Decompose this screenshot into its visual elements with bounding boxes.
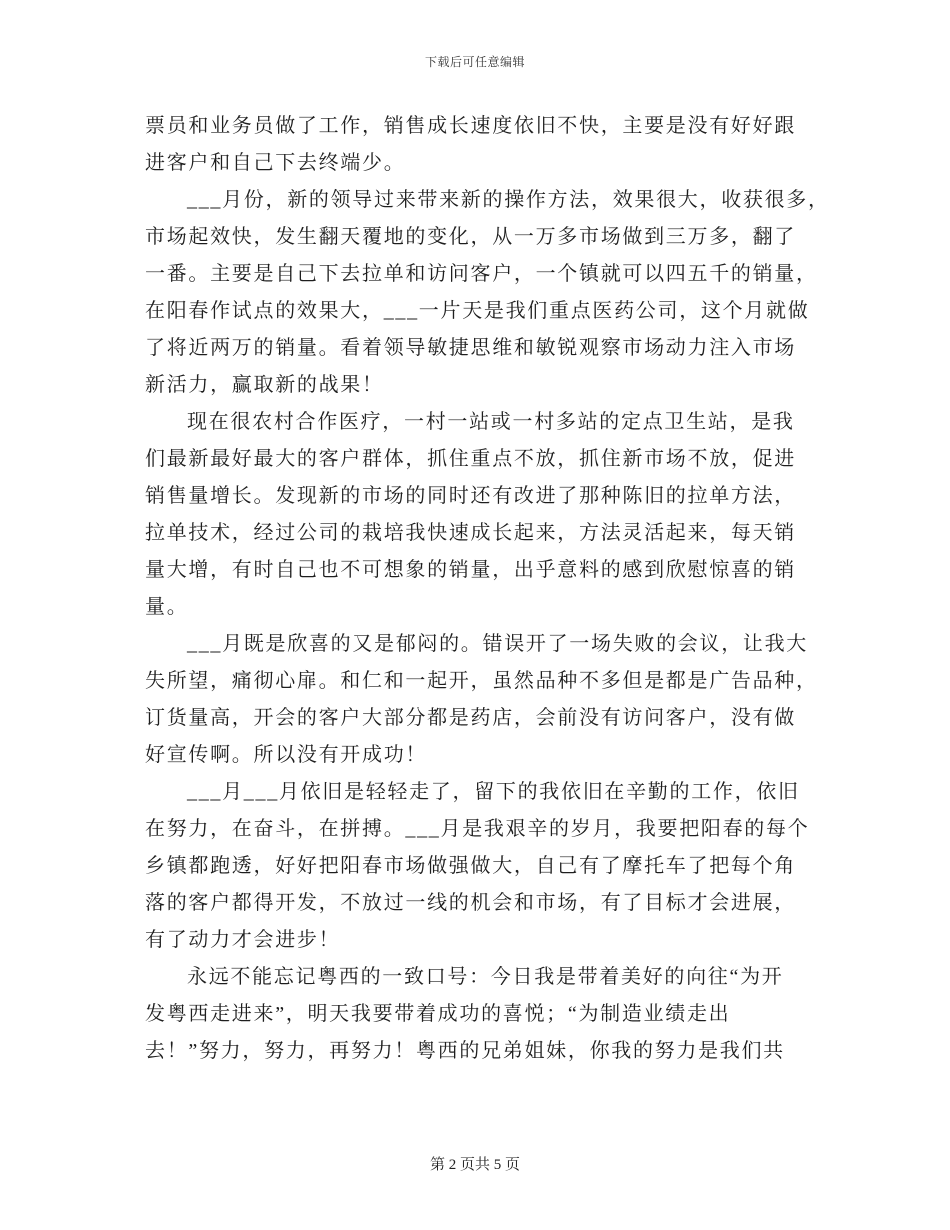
paragraph	[145, 182, 865, 404]
text-line: 永远不能忘记粤西的一致口号：今日我是带着美好的向往“为开	[187, 966, 784, 988]
paragraph	[145, 404, 865, 626]
text-line: 们最新最好最大的客户群体，抓住重点不放，抓住新市场不放，促进	[145, 448, 796, 470]
paragraph	[145, 774, 865, 959]
text-line: 失所望，痛彻心扉。和仁和一起开，虽然品种不多但是都是广告品种，	[145, 670, 818, 692]
text-line: 现在很农村合作医疗，一村一站或一村多站的定点卫生站，是我	[187, 411, 795, 433]
text-line: 有了动力才会进步！	[145, 929, 341, 951]
text-line: 在努力，在奋斗，在拼搏。___月是我艰辛的岁月，我要把阳春的每个	[145, 818, 810, 840]
page-number: 第 2 页共 5 页	[429, 1157, 520, 1173]
paragraph	[145, 108, 865, 182]
paragraph	[145, 959, 865, 1070]
text-line: 发粤西走进来”，明天我要带着成功的喜悦；“为制造业绩走出	[145, 1003, 731, 1025]
text-line: ___月___月依旧是轻轻走了，留下的我依旧在辛勤的工作，依旧	[187, 781, 800, 803]
text-line: 量大增，有时自己也不可想象的销量，出乎意料的感到欣慰惊喜的销	[145, 559, 796, 581]
text-line: 拉单技术，经过公司的栽培我快速成长起来，方法灵活起来，每天销	[145, 522, 796, 544]
text-line: 票员和业务员做了工作，销售成长速度依旧不快，主要是没有好好跟	[145, 115, 796, 137]
text-line: 一番。主要是自己下去拉单和访问客户，一个镇就可以四五千的销量，	[145, 263, 818, 285]
text-line: 落的客户都得开发，不放过一线的机会和市场，有了目标才会进展，	[145, 892, 796, 914]
document-body	[145, 108, 865, 1070]
text-line: 在阳春作试点的效果大，___一片天是我们重点医药公司，这个月就做	[145, 300, 810, 322]
text-line: 订货量高，开会的客户大部分都是药店，会前没有访问客户，没有做	[145, 707, 796, 729]
text-line: 量。	[145, 596, 189, 618]
paragraph	[145, 626, 865, 774]
text-line: 进客户和自己下去终端少。	[145, 152, 406, 174]
text-line: ___月既是欣喜的又是郁闷的。错误开了一场失败的会议，让我大	[187, 633, 808, 655]
text-line: 新活力，赢取新的战果！	[145, 374, 384, 396]
text-line: 乡镇都跑透，好好把阳春市场做强做大，自己有了摩托车了把每个角	[145, 855, 796, 877]
text-line: 了将近两万的销量。看着领导敏捷思维和敏锐观察市场动力注入市场	[145, 337, 796, 359]
page-header-note: 下载后可任意编辑	[424, 55, 525, 69]
text-line: 销售量增长。发现新的市场的同时还有改进了那种陈旧的拉单方法，	[145, 485, 796, 507]
text-line: ___月份，新的领导过来带来新的操作方法，效果很大，收获很多，	[187, 189, 830, 211]
text-line: 好宣传啊。所以没有开成功！	[145, 744, 428, 766]
text-line: 市场起效快，发生翻天覆地的变化，从一万多市场做到三万多，翻了	[145, 226, 796, 248]
text-line: 去！”努力，努力，再努力！粤西的兄弟姐妹，你我的努力是我们共	[145, 1040, 785, 1062]
